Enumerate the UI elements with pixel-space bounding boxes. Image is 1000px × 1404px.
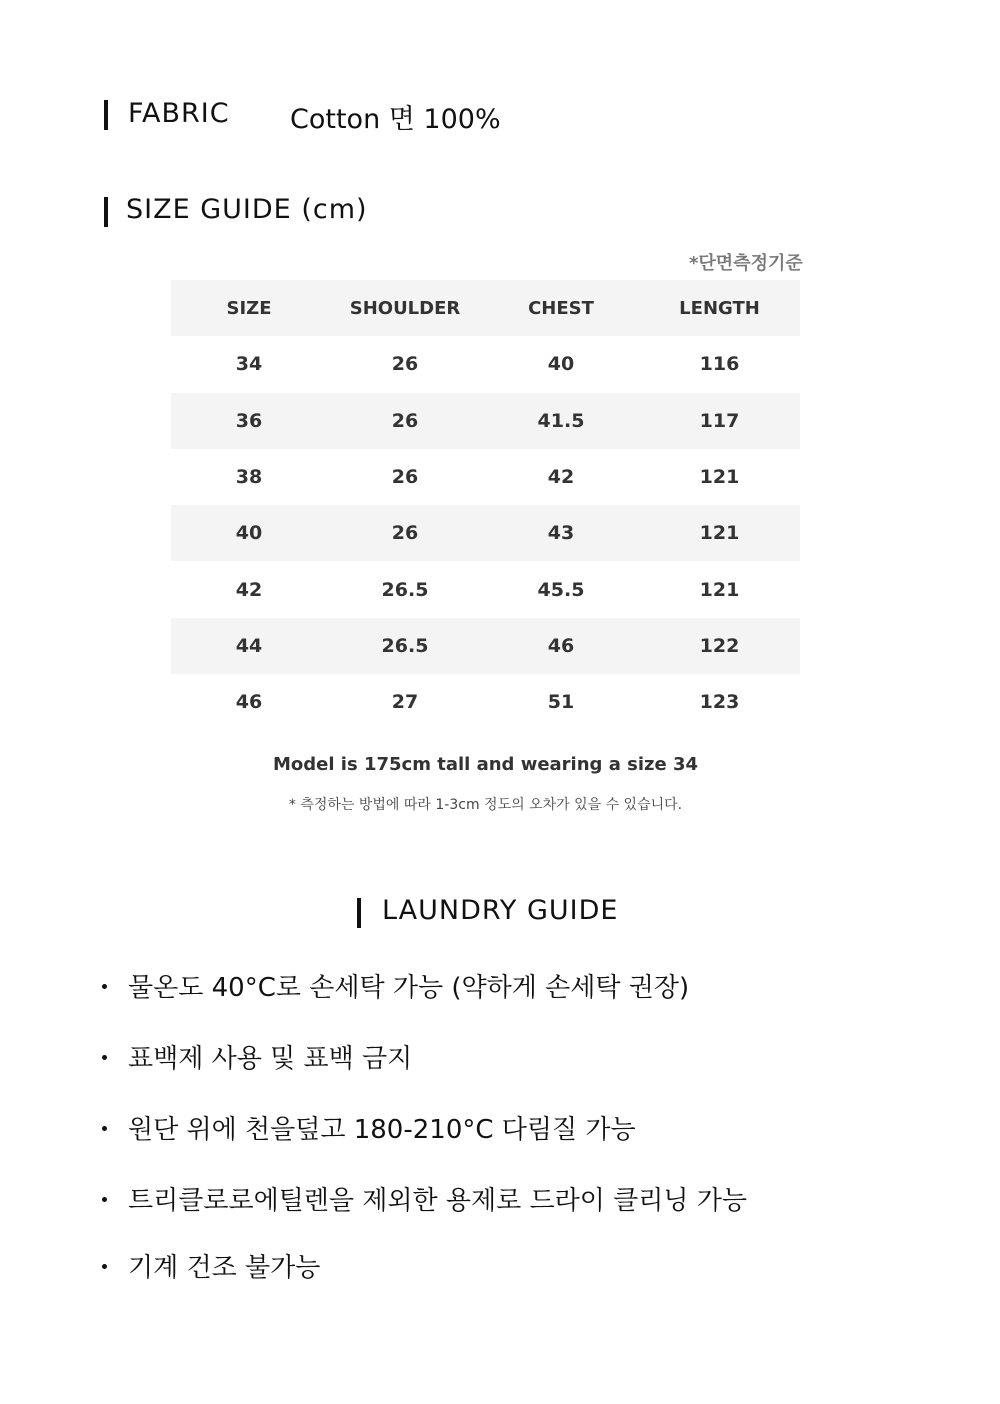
laundry-item-text: 트리클로로에틸렌을 제외한 용제로 드라이 클리닝 가능	[128, 1186, 747, 1216]
cell-length: 116	[699, 353, 740, 376]
cell-shoulder: 26	[391, 409, 419, 432]
size-table	[171, 280, 800, 730]
cell-size: 44	[235, 634, 263, 657]
cell-shoulder: 26	[391, 466, 419, 489]
size-table-header-row	[171, 280, 800, 336]
measurement-error-note: * 측정하는 방법에 따라 1-3cm 정도의 오차가 있을 수 있습니다.	[288, 797, 683, 813]
bullet-icon	[102, 1264, 107, 1269]
cell-length: 121	[699, 522, 740, 545]
cell-shoulder: 26	[391, 353, 419, 376]
fabric-title-bar	[104, 100, 108, 130]
laundry-item-text: 표백제 사용 및 표백 금지	[128, 1044, 413, 1074]
table-row	[171, 618, 800, 674]
cell-length: 117	[699, 409, 740, 432]
cell-shoulder: 26.5	[381, 634, 429, 657]
cell-size: 34	[235, 353, 263, 376]
table-row	[171, 336, 800, 392]
model-note: Model is 175cm tall and wearing a size 34	[273, 754, 698, 775]
bullet-icon	[102, 1197, 107, 1202]
cell-shoulder: 26.5	[381, 578, 429, 601]
table-row	[171, 561, 800, 617]
size-guide-title-bar	[104, 197, 108, 227]
table-row	[171, 449, 800, 505]
table-row	[171, 674, 800, 730]
cell-chest: 46	[547, 634, 575, 657]
cell-chest: 43	[547, 522, 575, 545]
cell-shoulder: 26	[391, 522, 419, 545]
size-guide-title: SIZE GUIDE (cm)	[126, 194, 368, 225]
fabric-title: FABRIC	[128, 98, 230, 129]
bullet-icon	[102, 1126, 107, 1131]
cell-shoulder: 27	[391, 691, 419, 714]
bullet-icon	[102, 1055, 107, 1060]
cell-size: 46	[235, 691, 263, 714]
cell-size: 42	[235, 578, 263, 601]
measure-note: *단면측정기준	[689, 253, 803, 274]
table-row	[171, 505, 800, 561]
cell-size: 36	[235, 409, 263, 432]
cell-size: 38	[235, 466, 263, 489]
laundry-item-text: 원단 위에 천을덮고 180-210°C 다림질 가능	[128, 1115, 636, 1145]
table-row	[171, 393, 800, 449]
cell-chest: 40	[547, 353, 575, 376]
cell-size: 40	[235, 522, 263, 545]
cell-length: 121	[699, 578, 740, 601]
fabric-value: Cotton 면 100%	[290, 104, 501, 135]
header-shoulder: SHOULDER	[349, 297, 461, 319]
header-chest: CHEST	[528, 297, 594, 319]
laundry-guide-title-bar	[357, 898, 361, 928]
cell-chest: 45.5	[537, 578, 585, 601]
laundry-guide-title: LAUNDRY GUIDE	[382, 895, 619, 926]
laundry-item-text: 물온도 40°C로 손세탁 가능 (약하게 손세탁 권장)	[128, 973, 690, 1003]
cell-length: 123	[699, 691, 740, 714]
header-length: LENGTH	[679, 297, 760, 319]
cell-chest: 41.5	[537, 409, 585, 432]
laundry-item-text: 기계 건조 불가능	[128, 1253, 321, 1283]
cell-length: 121	[699, 466, 740, 489]
cell-length: 122	[699, 634, 740, 657]
cell-chest: 42	[547, 466, 575, 489]
header-size: SIZE	[226, 297, 272, 319]
cell-chest: 51	[547, 691, 575, 714]
bullet-icon	[102, 984, 107, 989]
